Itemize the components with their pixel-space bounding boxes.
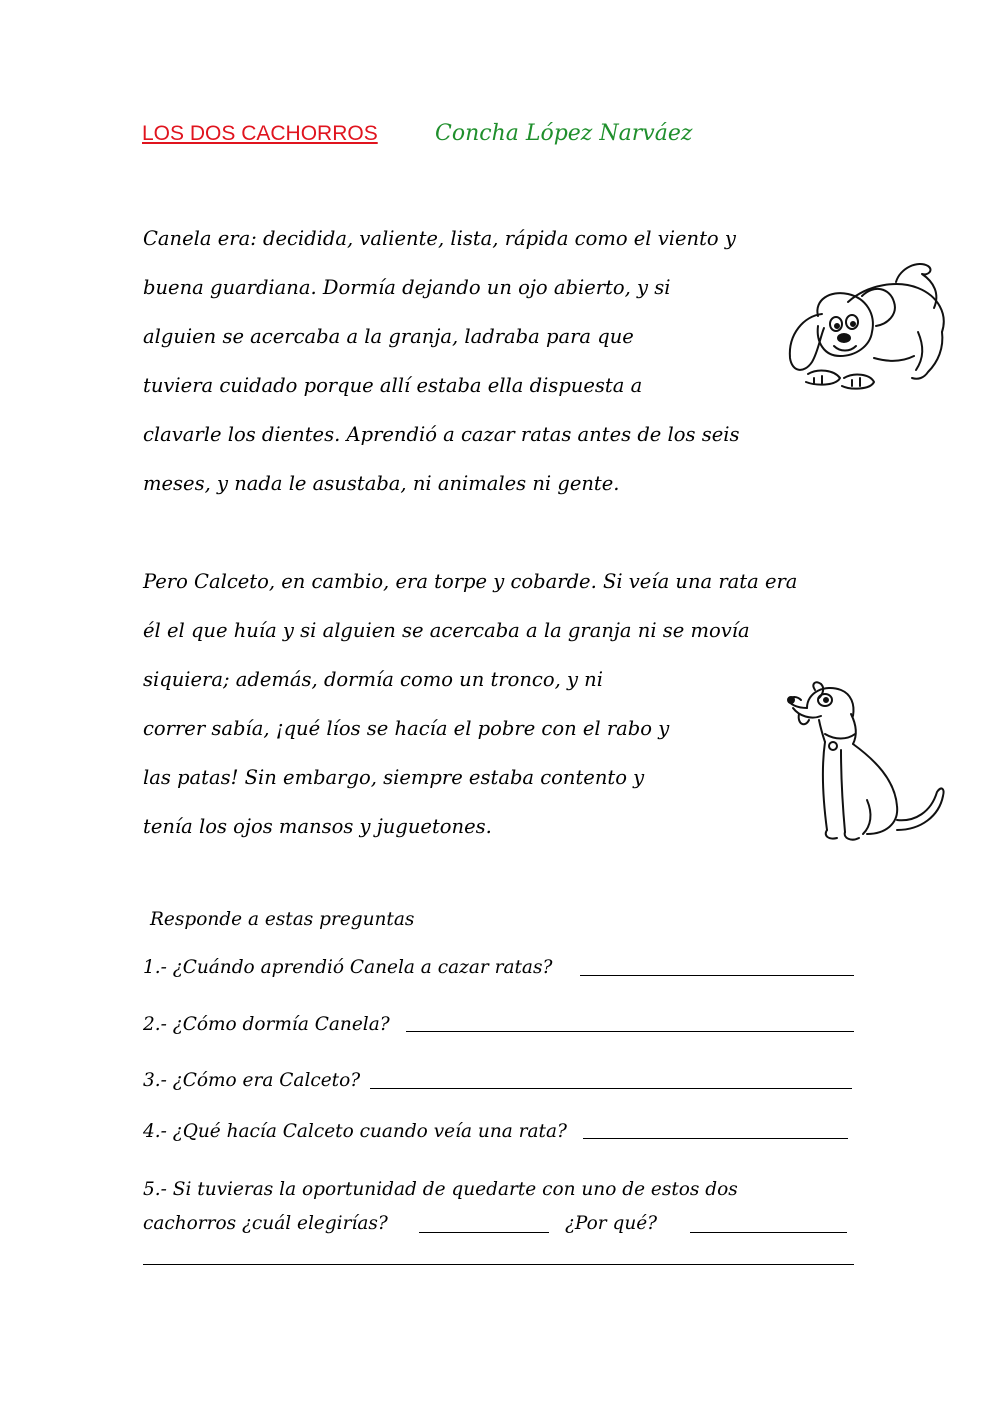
paragraph1-line: tuviera cuidado porque allí estaba ella dispuesta a <box>143 374 643 397</box>
question-3: 3.- ¿Cómo era Calceto? <box>143 1070 361 1091</box>
question-5: 5.- Si tuvieras la oportunidad de quedarte con uno de estos dos <box>143 1179 738 1200</box>
paragraph1-line: buena guardiana. Dormía dejando un ojo abierto, y si <box>143 276 671 299</box>
paragraph1-line: alguien se acercaba a la granja, ladraba para que <box>143 325 634 348</box>
paragraph2-line: siquiera; además, dormía como un tronco, y ni <box>143 668 603 691</box>
answer-4-line[interactable] <box>583 1138 848 1139</box>
page-title: LOS DOS CACHORROS <box>142 122 378 145</box>
question-1: 1.- ¿Cuándo aprendió Canela a cazar ratas? <box>143 957 553 978</box>
dog-sitting-icon <box>785 680 955 850</box>
answer-1-line[interactable] <box>580 975 854 976</box>
paragraph2-line: él el que huía y si alguien se acercaba a la granja ni se movía <box>143 619 750 642</box>
dog-crouching-icon <box>778 262 958 402</box>
paragraph1-line: Canela era: decidida, valiente, lista, rápida como el viento y <box>143 227 736 250</box>
paragraph2-line: las patas! Sin embargo, siempre estaba contento y <box>143 766 645 789</box>
answer-2-line[interactable] <box>406 1031 854 1032</box>
question-5-part-b: ¿Por qué? <box>565 1213 658 1234</box>
answer-5-extra-line[interactable] <box>143 1264 854 1265</box>
author-name: Concha López Narváez <box>435 121 693 146</box>
paragraph2-line: Pero Calceto, en cambio, era torpe y cobarde. Si veía una rata era <box>143 570 798 593</box>
question-4: 4.- ¿Qué hacía Calceto cuando veía una rata? <box>143 1121 567 1142</box>
question-2: 2.- ¿Cómo dormía Canela? <box>143 1014 390 1035</box>
answer-3-line[interactable] <box>370 1088 852 1089</box>
paragraph2-line: correr sabía, ¡qué líos se hacía el pobre con el rabo y <box>143 717 670 740</box>
questions-heading: Responde a estas preguntas <box>150 909 415 930</box>
paragraph2-line: tenía los ojos mansos y juguetones. <box>143 815 492 838</box>
question-5-part-a: cachorros ¿cuál elegirías? <box>143 1213 388 1234</box>
answer-5-choice-line[interactable] <box>419 1232 549 1233</box>
answer-5-reason-line[interactable] <box>690 1232 847 1233</box>
paragraph1-line: meses, y nada le asustaba, ni animales ni gente. <box>143 472 620 495</box>
paragraph1-line: clavarle los dientes. Aprendió a cazar ratas antes de los seis <box>143 423 740 446</box>
